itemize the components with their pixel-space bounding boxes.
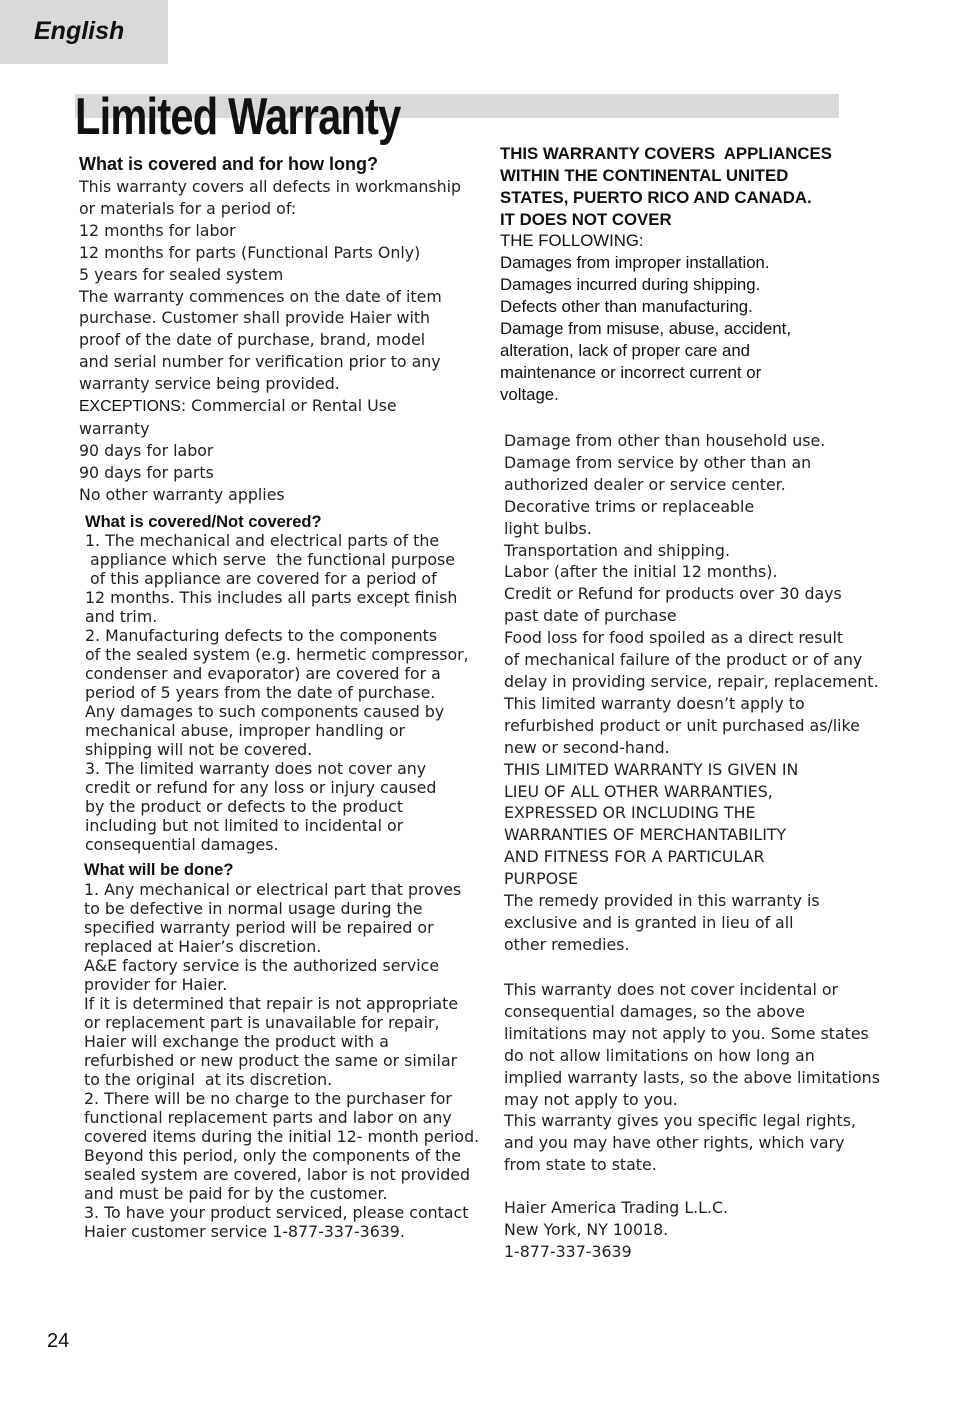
text-line: appliance which serve the functional purpose xyxy=(85,550,455,569)
text-line: and must be paid for by the customer. xyxy=(84,1184,388,1203)
text-line: A&E factory service is the authorized service xyxy=(84,956,440,975)
text-line: Transportation and shipping. xyxy=(504,540,730,560)
text-line: Damages incurred during shipping. xyxy=(500,275,761,294)
text-line: and serial number for verification prior to any xyxy=(79,352,441,372)
text-line: Food loss for food spoiled as a direct result xyxy=(504,628,844,648)
text-line: or materials for a period of: xyxy=(79,198,297,218)
coverage-statement xyxy=(500,143,832,231)
text-line: specified warranty period will be repaired or xyxy=(84,918,434,937)
text-line: maintenance or incorrect current or xyxy=(500,363,762,382)
text-line: Haier will exchange the product with a xyxy=(84,1032,389,1051)
text-line: exclusive and is granted in lieu of all xyxy=(504,912,794,932)
text-line: If it is determined that repair is not appropriate xyxy=(84,994,459,1013)
text-line: 3. The limited warranty does not cover any xyxy=(85,759,427,778)
text-line: refurbished product or unit purchased as/like xyxy=(504,715,860,735)
covered-not-covered-text xyxy=(85,531,469,854)
exceptions-line xyxy=(79,395,461,418)
text-line: Defects other than manufacturing. xyxy=(500,297,753,316)
text-line: or replacement part is unavailable for repair, xyxy=(84,1013,440,1032)
text-line: This warranty gives you specific legal rights, xyxy=(504,1111,856,1131)
text-line: LIEU OF ALL OTHER WARRANTIES, xyxy=(504,781,773,801)
what-will-be-done-heading: What will be done? xyxy=(84,861,234,879)
exceptions-label: EXCEPTIONS xyxy=(79,398,181,416)
text-line: refurbished or new product the same or similar xyxy=(84,1051,458,1070)
text-line: past date of purchase xyxy=(504,606,677,626)
text-line: Damages from improper installation. xyxy=(500,253,770,272)
text-line: WITHIN THE CONTINENTAL UNITED xyxy=(500,166,789,185)
text-line: 90 days for parts xyxy=(79,462,214,482)
exclusions-list xyxy=(500,252,791,406)
exceptions-text: : Commercial or Rental Use xyxy=(180,396,397,416)
incidental-damages-text xyxy=(504,979,880,1176)
text-line: covered items during the initial 12- month period. xyxy=(84,1127,480,1146)
text-line: to the original at its discretion. xyxy=(84,1070,333,1089)
text-line: Any damages to such components caused by xyxy=(85,702,445,721)
text-line: replaced at Haier’s discretion. xyxy=(84,937,322,956)
text-line: Damage from other than household use. xyxy=(504,431,826,450)
text-line: Credit or Refund for products over 30 days xyxy=(504,584,842,604)
language-tab xyxy=(0,0,168,64)
text-line: consequential damages. xyxy=(85,835,279,854)
text-line: 3. To have your product serviced, please contact xyxy=(84,1203,469,1222)
text-line: PURPOSE xyxy=(504,869,579,889)
text-line: 90 days for labor xyxy=(79,440,214,460)
text-line: This warranty covers all defects in workmanship xyxy=(79,177,462,196)
text-line: 1. Any mechanical or electrical part that proves xyxy=(84,880,462,899)
company-phone: 1-877-337-3639 xyxy=(504,1241,632,1261)
text-line: proof of the date of purchase, brand, model xyxy=(79,330,426,350)
text-line: warranty service being provided. xyxy=(79,374,340,394)
text-line: authorized dealer or service center. xyxy=(504,474,786,494)
text-line: including but not limited to incidental or xyxy=(85,816,404,835)
text-line: to be defective in normal usage during the xyxy=(84,899,423,918)
text-line: This limited warranty doesn’t apply to xyxy=(504,693,805,713)
page-title: Limited Warranty xyxy=(75,88,401,146)
text-line: AND FITNESS FOR A PARTICULAR xyxy=(504,847,765,867)
page-number: 24 xyxy=(47,1330,70,1352)
text-line: functional replacement parts and labor on any xyxy=(84,1108,452,1127)
text-line: 5 years for sealed system xyxy=(79,264,284,284)
text-line: The warranty commences on the date of item xyxy=(79,286,442,306)
language-label: English xyxy=(34,17,125,45)
text-line: new or second-hand. xyxy=(504,737,670,757)
text-line: THIS WARRANTY COVERS APPLIANCES xyxy=(500,144,832,163)
covered-how-long-text xyxy=(79,176,461,506)
text-line: 12 months. This includes all parts except finish xyxy=(85,588,458,607)
text-line: Beyond this period, only the components of the xyxy=(84,1146,462,1165)
text-line: and trim. xyxy=(85,607,158,626)
text-line: IT DOES NOT COVER xyxy=(500,210,672,229)
text-line: 2. There will be no charge to the purchaser for xyxy=(84,1089,452,1108)
text-line: other remedies. xyxy=(504,934,630,954)
text-line: limitations may not apply to you. Some states xyxy=(504,1023,869,1043)
company-name: Haier America Trading L.L.C. xyxy=(504,1198,729,1217)
what-will-be-done-text xyxy=(84,880,479,1241)
text-line: implied warranty lasts, so the above limitations xyxy=(504,1067,880,1087)
text-line: alteration, lack of proper care and xyxy=(500,341,750,360)
text-line: credit or refund for any loss or injury caused xyxy=(85,778,437,797)
text-line: mechanical abuse, improper handling or xyxy=(85,721,405,740)
text-line: provider for Haier. xyxy=(84,975,228,994)
covered-how-long-heading: What is covered and for how long? xyxy=(79,154,379,174)
text-line: THIS LIMITED WARRANTY IS GIVEN IN xyxy=(504,759,799,779)
text-line: of the sealed system (e.g. hermetic compressor, xyxy=(85,645,469,664)
text-line: and you may have other rights, which vary xyxy=(504,1133,845,1153)
text-line: period of 5 years from the date of purchase. xyxy=(85,683,436,702)
text-line: voltage. xyxy=(500,385,559,404)
covered-not-covered-heading: What is covered/Not covered? xyxy=(85,513,322,531)
text-line: This warranty does not cover incidental or xyxy=(504,980,839,999)
more-exclusions-list xyxy=(504,430,879,956)
text-line: Damage from misuse, abuse, accident, xyxy=(500,319,792,338)
text-line: warranty xyxy=(79,418,150,438)
text-line: of mechanical failure of the product or of any xyxy=(504,650,863,670)
following-label: THE FOLLOWING: xyxy=(500,231,644,250)
text-line: from state to state. xyxy=(504,1155,657,1175)
company-address xyxy=(504,1197,728,1263)
text-line: condenser and evaporator) are covered for a xyxy=(85,664,441,683)
text-line: shipping will not be covered. xyxy=(85,740,313,759)
text-line: light bulbs. xyxy=(504,518,592,538)
text-line: Labor (after the initial 12 months). xyxy=(504,562,778,582)
text-line: 2. Manufacturing defects to the components xyxy=(85,626,438,645)
company-city: New York, NY 10018. xyxy=(504,1219,669,1239)
text-line: 12 months for labor xyxy=(79,220,236,240)
text-line: may not apply to you. xyxy=(504,1089,678,1109)
text-line: of this appliance are covered for a period of xyxy=(85,569,437,588)
text-line: EXPRESSED OR INCLUDING THE xyxy=(504,803,756,823)
text-line: 1. The mechanical and electrical parts of the xyxy=(85,531,440,550)
text-line: The remedy provided in this warranty is xyxy=(504,891,820,911)
text-line: delay in providing service, repair, replacement. xyxy=(504,671,879,691)
text-line: Haier customer service 1-877-337-3639. xyxy=(84,1222,405,1241)
text-line: STATES, PUERTO RICO AND CANADA. xyxy=(500,188,812,207)
text-line: consequential damages, so the above xyxy=(504,1001,805,1021)
text-line: by the product or defects to the product xyxy=(85,797,404,816)
text-line: No other warranty applies xyxy=(79,484,285,504)
text-line: Damage from service by other than an xyxy=(504,452,812,472)
text-line: WARRANTIES OF MERCHANTABILITY xyxy=(504,825,787,845)
text-line: purchase. Customer shall provide Haier with xyxy=(79,308,431,328)
text-line: Decorative trims or replaceable xyxy=(504,496,755,516)
text-line: do not allow limitations on how long an xyxy=(504,1045,815,1065)
text-line: 12 months for parts (Functional Parts Only) xyxy=(79,242,421,262)
text-line: sealed system are covered, labor is not provided xyxy=(84,1165,470,1184)
